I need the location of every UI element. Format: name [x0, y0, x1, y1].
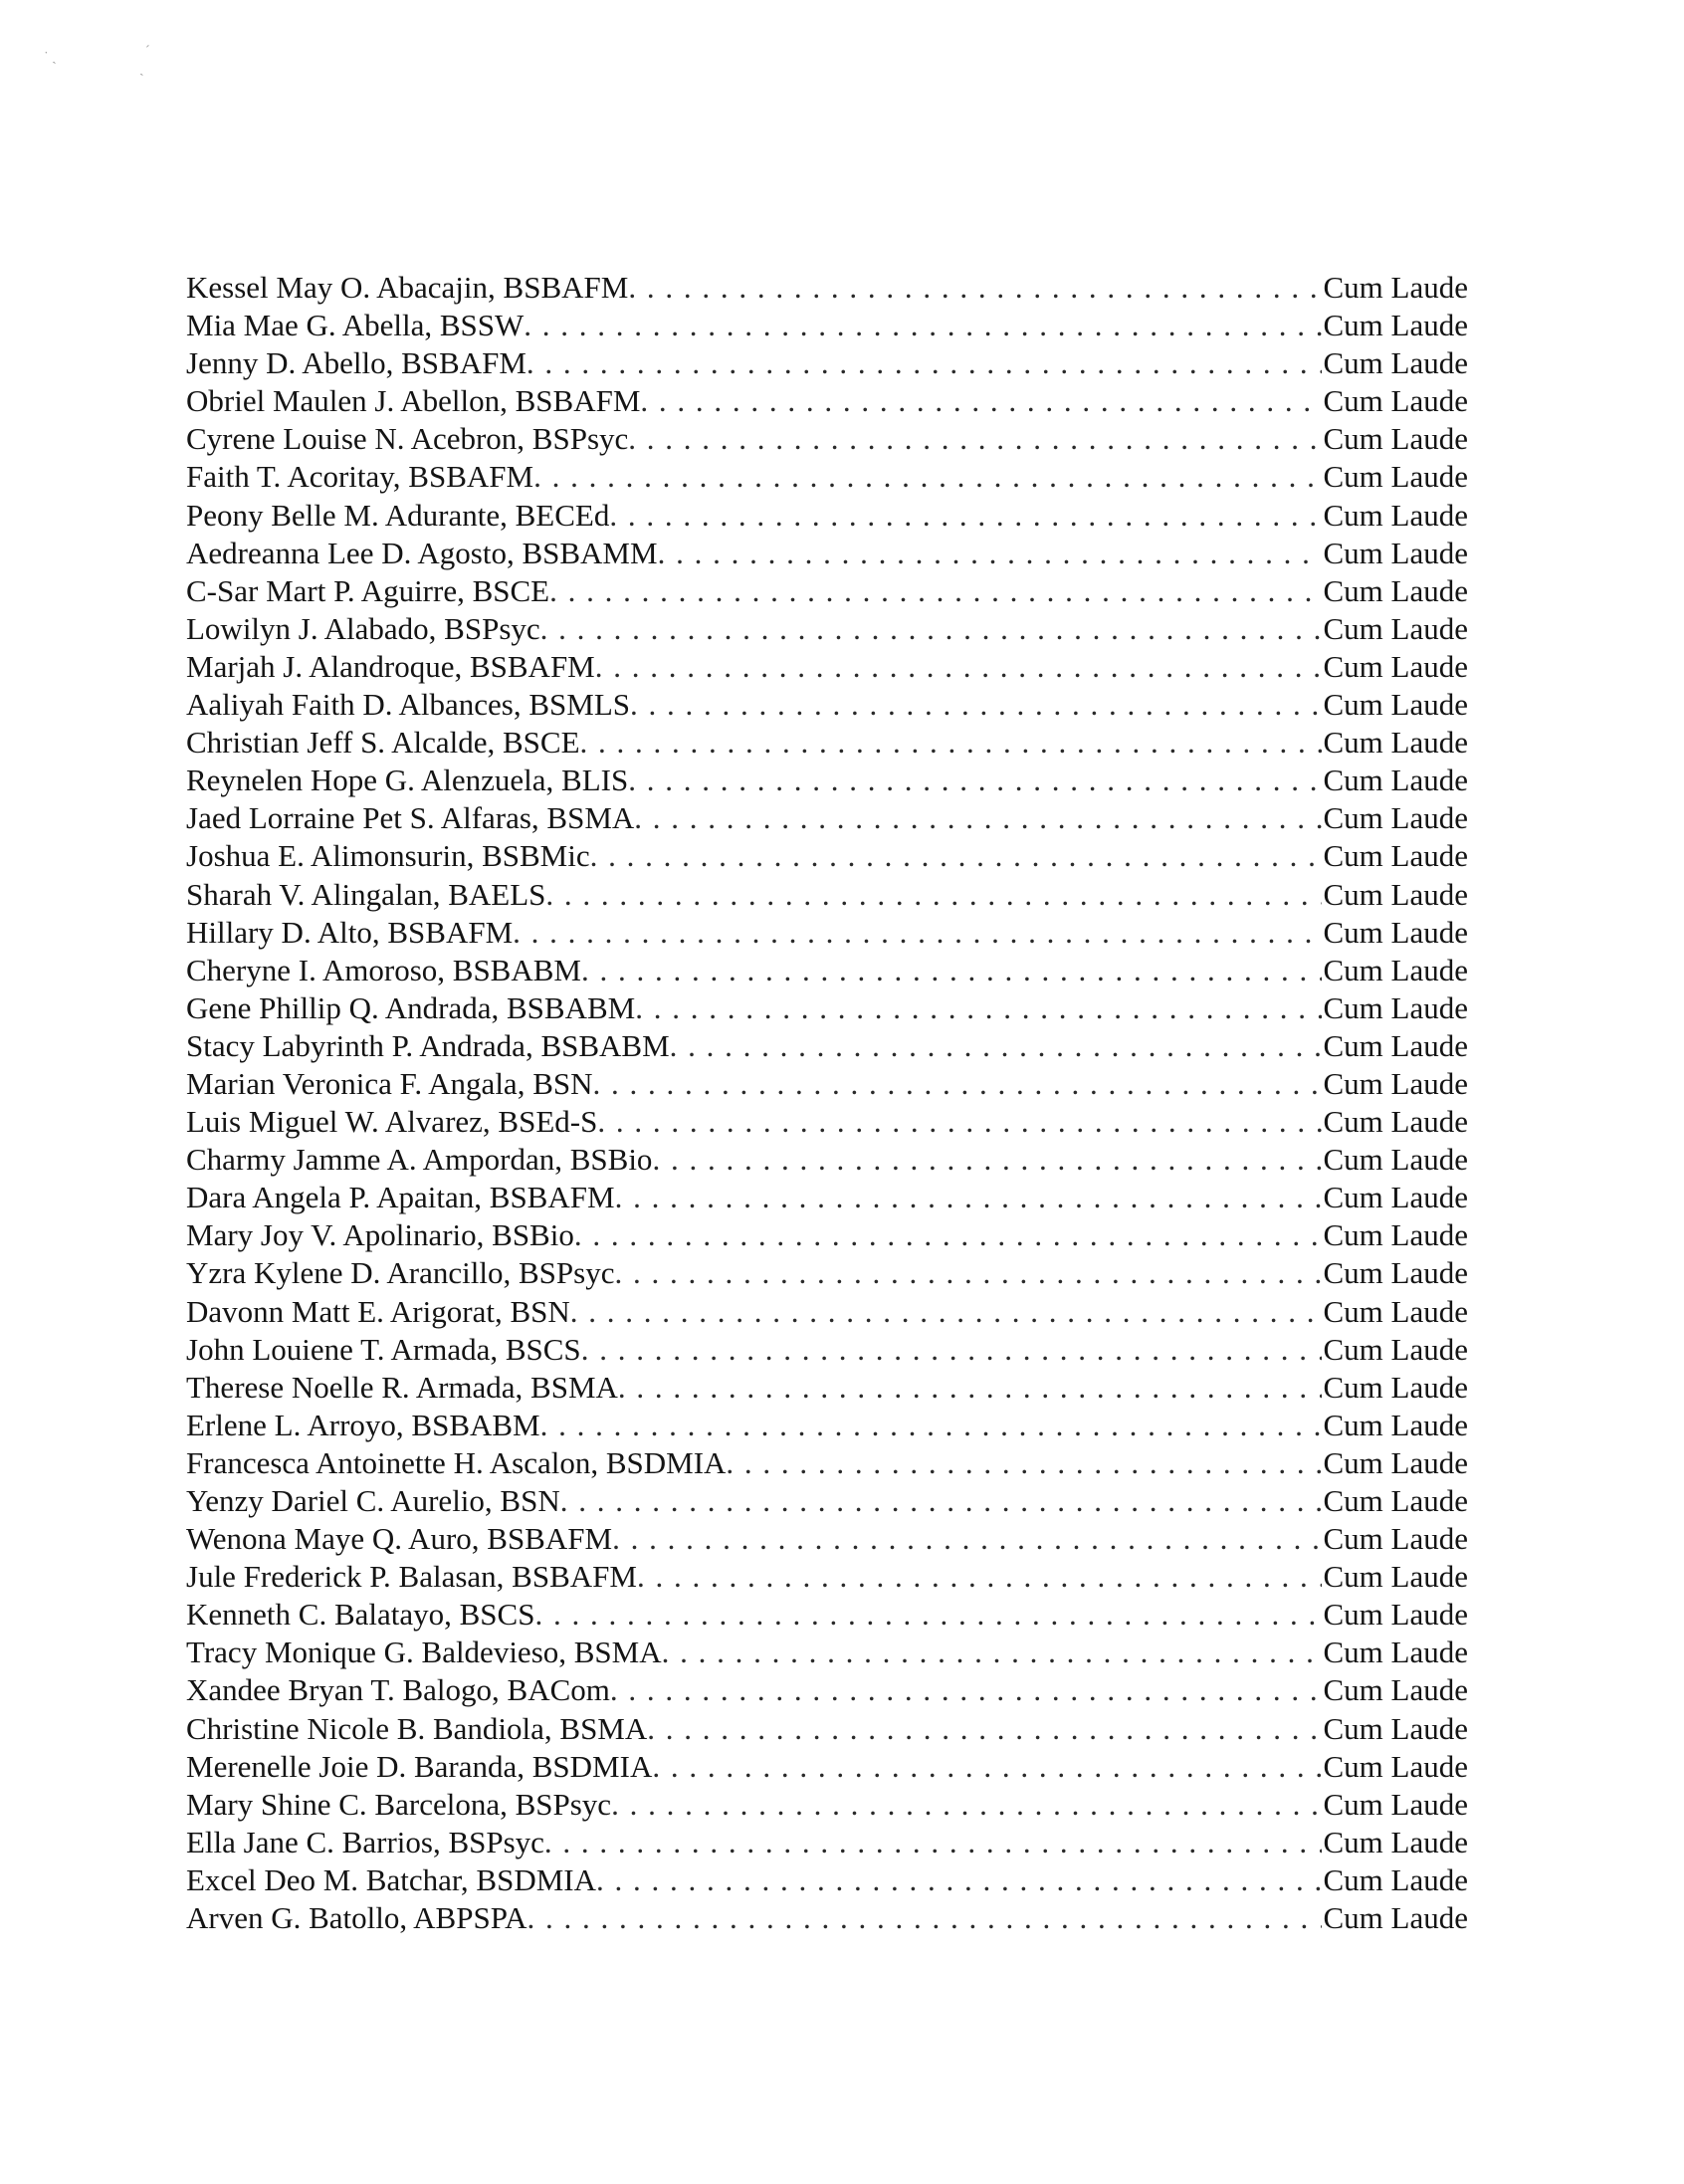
- graduate-name: Christine Nicole B. Bandiola, BSMA: [186, 1710, 648, 1746]
- dot-leader: [549, 572, 1321, 610]
- dot-leader: [652, 1748, 1321, 1786]
- honor-label: Cum Laude: [1323, 1900, 1468, 1936]
- dot-leader: [628, 269, 1321, 307]
- dot-leader: [545, 876, 1321, 914]
- honor-label: Cum Laude: [1323, 1861, 1468, 1897]
- honor-label: Cum Laude: [1323, 1824, 1468, 1859]
- dot-leader: [570, 1293, 1322, 1331]
- graduate-name: Gene Phillip Q. Andrada, BSBABM: [186, 989, 636, 1025]
- graduate-name: Faith T. Acoritay, BSBAFM: [186, 459, 534, 495]
- dot-leader: [526, 344, 1322, 382]
- honor-label: Cum Laude: [1323, 838, 1468, 874]
- dot-leader: [590, 837, 1322, 875]
- graduate-name: Erlene L. Arroyo, BSBABM: [186, 1407, 540, 1442]
- honor-roll-entry: [186, 1748, 1468, 1786]
- honor-roll-entry: [186, 382, 1468, 420]
- honor-label: Cum Laude: [1323, 1293, 1468, 1329]
- honor-roll-entry: [186, 1407, 1468, 1444]
- honor-roll-list: [186, 269, 1468, 1937]
- graduate-name: Yenzy Dariel C. Aurelio, BSN: [186, 1483, 560, 1518]
- dot-leader: [544, 1824, 1322, 1861]
- honor-roll-entry: [186, 1444, 1468, 1482]
- honor-label: Cum Laude: [1323, 876, 1468, 912]
- graduate-name: Hillary D. Alto, BSBAFM: [186, 914, 514, 950]
- honor-roll-entry: [186, 1141, 1468, 1179]
- honor-label: Cum Laude: [1323, 308, 1468, 343]
- graduate-name: Lowilyn J. Alabado, BSPsyc: [186, 610, 540, 646]
- honor-label: Cum Laude: [1323, 1027, 1468, 1063]
- dot-leader: [611, 1786, 1321, 1824]
- dot-leader: [560, 1482, 1322, 1520]
- dot-leader: [658, 535, 1322, 572]
- honor-label: Cum Laude: [1323, 610, 1468, 646]
- dot-leader: [615, 1179, 1322, 1216]
- dot-leader: [662, 1634, 1322, 1671]
- dot-leader: [630, 686, 1321, 724]
- honor-label: Cum Laude: [1323, 687, 1468, 723]
- honor-label: Cum Laude: [1323, 572, 1468, 608]
- honor-roll-entry: [186, 1254, 1468, 1292]
- dot-leader: [581, 952, 1322, 989]
- dot-leader: [634, 799, 1321, 837]
- dot-leader: [618, 1369, 1322, 1407]
- honor-label: Cum Laude: [1323, 1369, 1468, 1405]
- graduate-name: Cyrene Louise N. Acebron, BSPsyc: [186, 421, 629, 457]
- honor-roll-entry: [186, 1671, 1468, 1709]
- honor-roll-entry: [186, 1027, 1468, 1065]
- honor-roll-entry: [186, 989, 1468, 1027]
- honor-label: Cum Laude: [1323, 1180, 1468, 1215]
- dot-leader: [726, 1444, 1321, 1482]
- dot-leader: [524, 307, 1321, 344]
- honor-label: Cum Laude: [1323, 345, 1468, 381]
- dot-leader: [513, 914, 1321, 952]
- graduate-name: Mary Shine C. Barcelona, BSPsyc: [186, 1786, 612, 1822]
- graduate-name: Marjah J. Alandroque, BSBAFM: [186, 648, 595, 684]
- dot-leader: [640, 382, 1321, 420]
- graduate-name: Sharah V. Alingalan, BAELS: [186, 876, 546, 912]
- honor-roll-entry: [186, 535, 1468, 572]
- dot-leader: [597, 1103, 1321, 1141]
- dot-leader: [670, 1027, 1322, 1065]
- graduate-name: Mary Joy V. Apolinario, BSBio: [186, 1217, 574, 1253]
- dot-leader: [533, 458, 1321, 496]
- graduate-name: Xandee Bryan T. Balogo, BACom: [186, 1672, 610, 1708]
- honor-roll-entry: [186, 1824, 1468, 1861]
- honor-roll-entry: [186, 876, 1468, 914]
- graduate-name: Tracy Monique G. Baldevieso, BSMA: [186, 1635, 662, 1670]
- honor-label: Cum Laude: [1323, 1217, 1468, 1253]
- honor-roll-entry: [186, 1482, 1468, 1520]
- graduate-name: Kessel May O. Abacajin, BSBAFM: [186, 270, 629, 305]
- honor-label: Cum Laude: [1323, 800, 1468, 836]
- honor-label: Cum Laude: [1323, 1104, 1468, 1140]
- graduate-name: Reynelen Hope G. Alenzuela, BLIS: [186, 763, 629, 798]
- honor-roll-entry: [186, 762, 1468, 799]
- honor-label: Cum Laude: [1323, 1255, 1468, 1291]
- dot-leader: [596, 1861, 1321, 1899]
- honor-label: Cum Laude: [1323, 421, 1468, 457]
- graduate-name: Wenona Maye Q. Auro, BSBAFM: [186, 1521, 613, 1557]
- scan-speck: ˏ: [139, 62, 144, 77]
- graduate-name: Aaliyah Faith D. Albances, BSMLS: [186, 687, 631, 723]
- graduate-name: Merenelle Joie D. Baranda, BSDMIA: [186, 1748, 653, 1784]
- honor-roll-entry: [186, 1216, 1468, 1254]
- dot-leader: [574, 1216, 1322, 1254]
- honor-roll-entry: [186, 837, 1468, 875]
- dot-leader: [534, 1596, 1321, 1634]
- dot-leader: [637, 1558, 1322, 1596]
- graduate-name: Yzra Kylene D. Arancillo, BSPsyc: [186, 1255, 615, 1291]
- graduate-name: Aedreanna Lee D. Agosto, BSBAMM: [186, 535, 658, 570]
- graduate-name: Mia Mae G. Abella, BSSW: [186, 308, 525, 343]
- graduate-name: Joshua E. Alimonsurin, BSBMic: [186, 838, 590, 874]
- honor-label: Cum Laude: [1323, 270, 1468, 305]
- graduate-name: Christian Jeff S. Alcalde, BSCE: [186, 725, 580, 761]
- honor-label: Cum Laude: [1323, 1559, 1468, 1595]
- honor-roll-entry: [186, 1179, 1468, 1216]
- dot-leader: [595, 648, 1322, 686]
- honor-label: Cum Laude: [1323, 1065, 1468, 1101]
- honor-label: Cum Laude: [1323, 989, 1468, 1025]
- honor-label: Cum Laude: [1323, 1710, 1468, 1746]
- honor-label: Cum Laude: [1323, 1786, 1468, 1822]
- dot-leader: [593, 1065, 1322, 1103]
- honor-roll-entry: [186, 269, 1468, 307]
- dot-leader: [540, 1407, 1322, 1444]
- graduate-name: Cheryne I. Amoroso, BSBABM: [186, 952, 581, 987]
- honor-roll-entry: [186, 497, 1468, 535]
- honor-roll-entry: [186, 952, 1468, 989]
- honor-roll-entry: [186, 724, 1468, 762]
- dot-leader: [527, 1899, 1322, 1937]
- honor-label: Cum Laude: [1323, 725, 1468, 761]
- honor-roll-entry: [186, 1369, 1468, 1407]
- honor-label: Cum Laude: [1323, 914, 1468, 950]
- honor-roll-entry: [186, 914, 1468, 952]
- honor-roll-entry: [186, 610, 1468, 648]
- graduate-name: Peony Belle M. Adurante, BECEd: [186, 497, 610, 533]
- honor-roll-entry: [186, 1293, 1468, 1331]
- honor-roll-entry: [186, 344, 1468, 382]
- graduate-name: Jaed Lorraine Pet S. Alfaras, BSMA: [186, 800, 635, 836]
- graduate-name: Jenny D. Abello, BSBAFM: [186, 345, 526, 381]
- honor-roll-entry: [186, 1861, 1468, 1899]
- honor-roll-entry: [186, 1103, 1468, 1141]
- dot-leader: [609, 497, 1321, 535]
- honor-label: Cum Laude: [1323, 1635, 1468, 1670]
- graduate-name: Ella Jane C. Barrios, BSPsyc: [186, 1824, 544, 1859]
- graduate-name: Arven G. Batollo, ABPSPA: [186, 1900, 527, 1936]
- graduate-name: John Louiene T. Armada, BSCS: [186, 1331, 581, 1367]
- dot-leader: [581, 1331, 1322, 1369]
- graduate-name: Dara Angela P. Apaitan, BSBAFM: [186, 1180, 615, 1215]
- honor-roll-entry: [186, 458, 1468, 496]
- graduate-name: Luis Miguel W. Alvarez, BSEd-S: [186, 1104, 598, 1140]
- honor-roll-entry: [186, 1786, 1468, 1824]
- graduate-name: C-Sar Mart P. Aguirre, BSCE: [186, 572, 550, 608]
- honor-label: Cum Laude: [1323, 1748, 1468, 1784]
- graduate-name: Marian Veronica F. Angala, BSN: [186, 1065, 593, 1101]
- honor-roll-entry: [186, 686, 1468, 724]
- honor-roll-entry: [186, 420, 1468, 458]
- honor-label: Cum Laude: [1323, 459, 1468, 495]
- honor-label: Cum Laude: [1323, 1672, 1468, 1708]
- honor-label: Cum Laude: [1323, 1331, 1468, 1367]
- honor-roll-entry: [186, 1331, 1468, 1369]
- graduate-name: Francesca Antoinette H. Ascalon, BSDMIA: [186, 1444, 727, 1480]
- honor-label: Cum Laude: [1323, 383, 1468, 419]
- honor-roll-entry: [186, 1558, 1468, 1596]
- honor-roll-entry: [186, 799, 1468, 837]
- honor-label: Cum Laude: [1323, 1407, 1468, 1442]
- honor-label: Cum Laude: [1323, 648, 1468, 684]
- honor-roll-entry: [186, 648, 1468, 686]
- graduate-name: Stacy Labyrinth P. Andrada, BSBABM: [186, 1027, 670, 1063]
- honor-label: Cum Laude: [1323, 1521, 1468, 1557]
- honor-roll-entry: [186, 307, 1468, 344]
- dot-leader: [647, 1710, 1321, 1748]
- dot-leader: [635, 989, 1321, 1027]
- scan-speck: ˊ: [145, 44, 150, 59]
- dot-leader: [580, 724, 1322, 762]
- graduate-name: Excel Deo M. Batchar, BSDMIA: [186, 1861, 597, 1897]
- dot-leader: [628, 420, 1321, 458]
- graduate-name: Kenneth C. Balatayo, BSCS: [186, 1597, 535, 1633]
- honor-roll-entry: [186, 1710, 1468, 1748]
- honor-label: Cum Laude: [1323, 1597, 1468, 1633]
- honor-roll-entry: [186, 1596, 1468, 1634]
- honor-label: Cum Laude: [1323, 497, 1468, 533]
- honor-roll-entry: [186, 1899, 1468, 1937]
- honor-roll-entry: [186, 1634, 1468, 1671]
- honor-roll-entry: [186, 1065, 1468, 1103]
- honor-roll-entry: [186, 1520, 1468, 1558]
- dot-leader: [610, 1671, 1322, 1709]
- honor-roll-entry: [186, 572, 1468, 610]
- dot-leader: [614, 1254, 1321, 1292]
- graduate-name: Jule Frederick P. Balasan, BSBAFM: [186, 1559, 637, 1595]
- graduate-name: Therese Noelle R. Armada, BSMA: [186, 1369, 618, 1405]
- scan-speck: ˙ ˎ: [44, 50, 57, 65]
- honor-label: Cum Laude: [1323, 952, 1468, 987]
- honor-label: Cum Laude: [1323, 1444, 1468, 1480]
- honor-label: Cum Laude: [1323, 763, 1468, 798]
- graduate-name: Obriel Maulen J. Abellon, BSBAFM: [186, 383, 641, 419]
- graduate-name: Charmy Jamme A. Ampordan, BSBio: [186, 1142, 653, 1178]
- graduate-name: Davonn Matt E. Arigorat, BSN: [186, 1293, 570, 1329]
- honor-label: Cum Laude: [1323, 1142, 1468, 1178]
- dot-leader: [540, 610, 1322, 648]
- dot-leader: [628, 762, 1321, 799]
- honor-label: Cum Laude: [1323, 535, 1468, 570]
- dot-leader: [652, 1141, 1321, 1179]
- honor-label: Cum Laude: [1323, 1483, 1468, 1518]
- dot-leader: [612, 1520, 1321, 1558]
